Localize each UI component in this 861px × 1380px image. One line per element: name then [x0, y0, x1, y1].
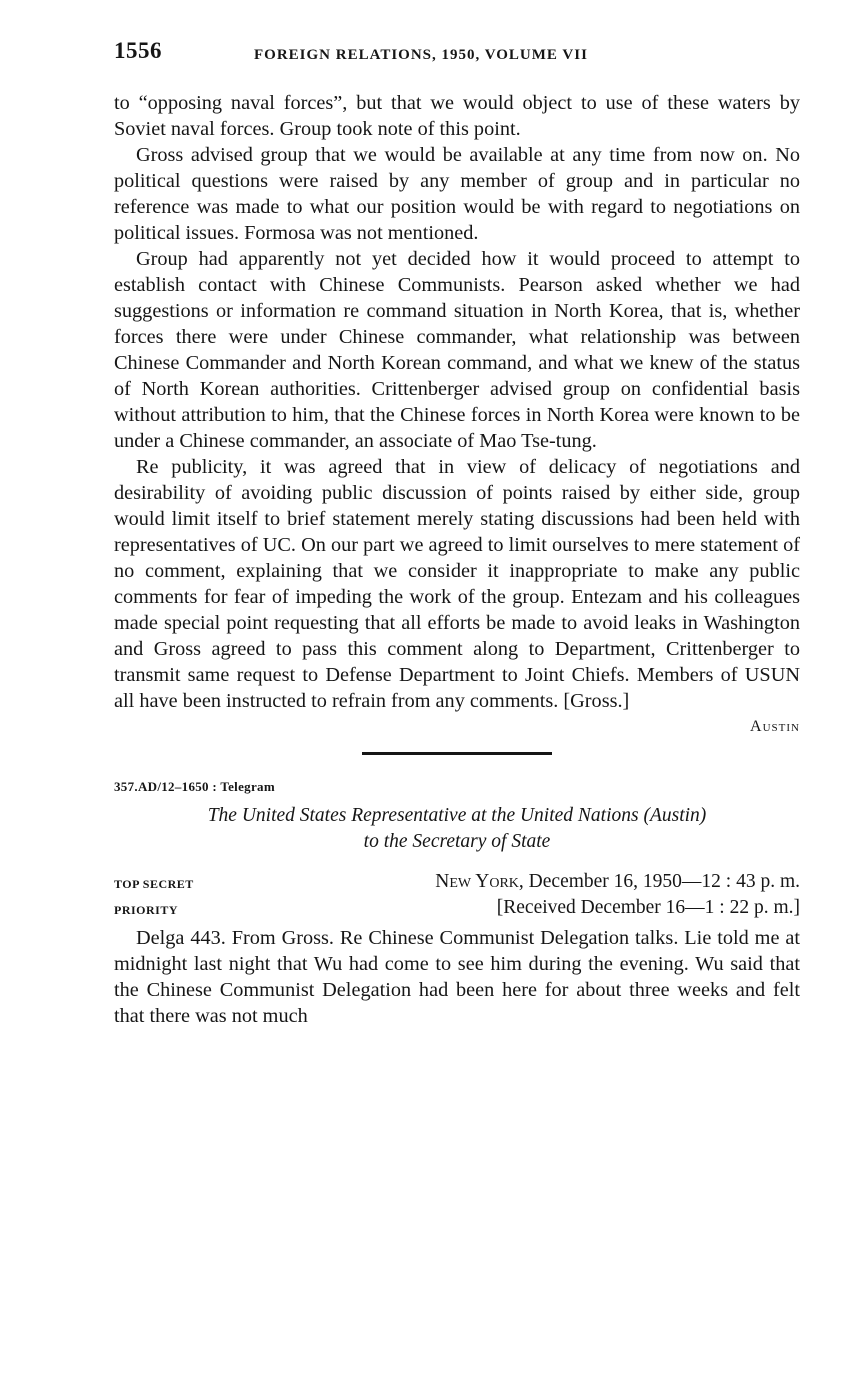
- dateline: [435, 871, 800, 893]
- running-head: [114, 38, 800, 78]
- heading-line-2: to the Secretary of State: [363, 831, 551, 852]
- previous-document-body: [114, 90, 800, 714]
- classification: TOP SECRET: [114, 877, 194, 891]
- document-page: [114, 38, 800, 1029]
- received-line: [Received December 16—1 : 22 p. m.]: [496, 897, 800, 918]
- precedence: PRIORITY: [114, 903, 179, 917]
- heading-line-1: The United States Representative at the United Nations (Austin): [207, 805, 707, 826]
- paragraph: Re publicity, it was agreed that in view of delicacy of negotiations and desirability of avoiding public discussion of points raised by either side, group would limit itself to brief statement merely stating discussions had been held with representatives of UC. On our part we agreed to limit ourselves to mere statement of no comment, explaining that we consider it inappropriate to make any public comments for fear of impeding the work of the group. Entezam and his colleagues made special point requesting that all efforts be made to avoid leaks in Washington and Gross agreed to pass this comment along to Department, Crittenberger to transmit same request to Defense Department to Joint Chiefs. Members of USUN all have been instructed to refrain from any comments. [Gross.]: [114, 456, 800, 712]
- file-reference: 357.AD/12–1650 : Telegram: [114, 779, 275, 794]
- paragraph: Group had apparently not yet decided how it would proceed to attempt to establish contact with Chinese Communists. Pearson asked whether we had suggestions or information re command situation in North Korea, that is, whether forces there were under Chinese commander, what relationship was between Chinese Commander and North Korean command, and what we knew of the status of North Korean authorities. Crittenberger advised group on confidential basis without attribution to him, that the Chinese forces in North Korea were known to be under a Chinese commander, an associate of Mao Tse-tung.: [114, 248, 800, 452]
- telegram-meta: [114, 871, 800, 923]
- section-divider: [362, 752, 552, 755]
- paragraph: Gross advised group that we would be available at any time from now on. No political questions were raised by any member of group and in particular no reference was made to what our position would be with regard to negotiations on political issues. Formosa was not mentioned.: [114, 144, 800, 244]
- paragraph: to “opposing naval forces”, but that we would object to use of these waters by Soviet naval forces. Group took note of this point.: [114, 92, 800, 140]
- dateline-place: New York: [435, 871, 519, 892]
- running-title: FOREIGN RELATIONS, 1950, VOLUME VII: [254, 47, 588, 63]
- dateline-date: , December 16, 1950—12 : 43 p. m.: [518, 871, 800, 892]
- page-number: 1556: [114, 38, 162, 63]
- document-heading: [114, 803, 800, 855]
- signature: Austin: [750, 718, 800, 735]
- paragraph: Delga 443. From Gross. Re Chinese Communist Delegation talks. Lie told me at midnight last night that Wu had come to see him during the evening. Wu said that the Chinese Communist Delegation had been here for about three weeks and felt that there was not much: [114, 927, 800, 1027]
- document-body: [114, 925, 800, 1029]
